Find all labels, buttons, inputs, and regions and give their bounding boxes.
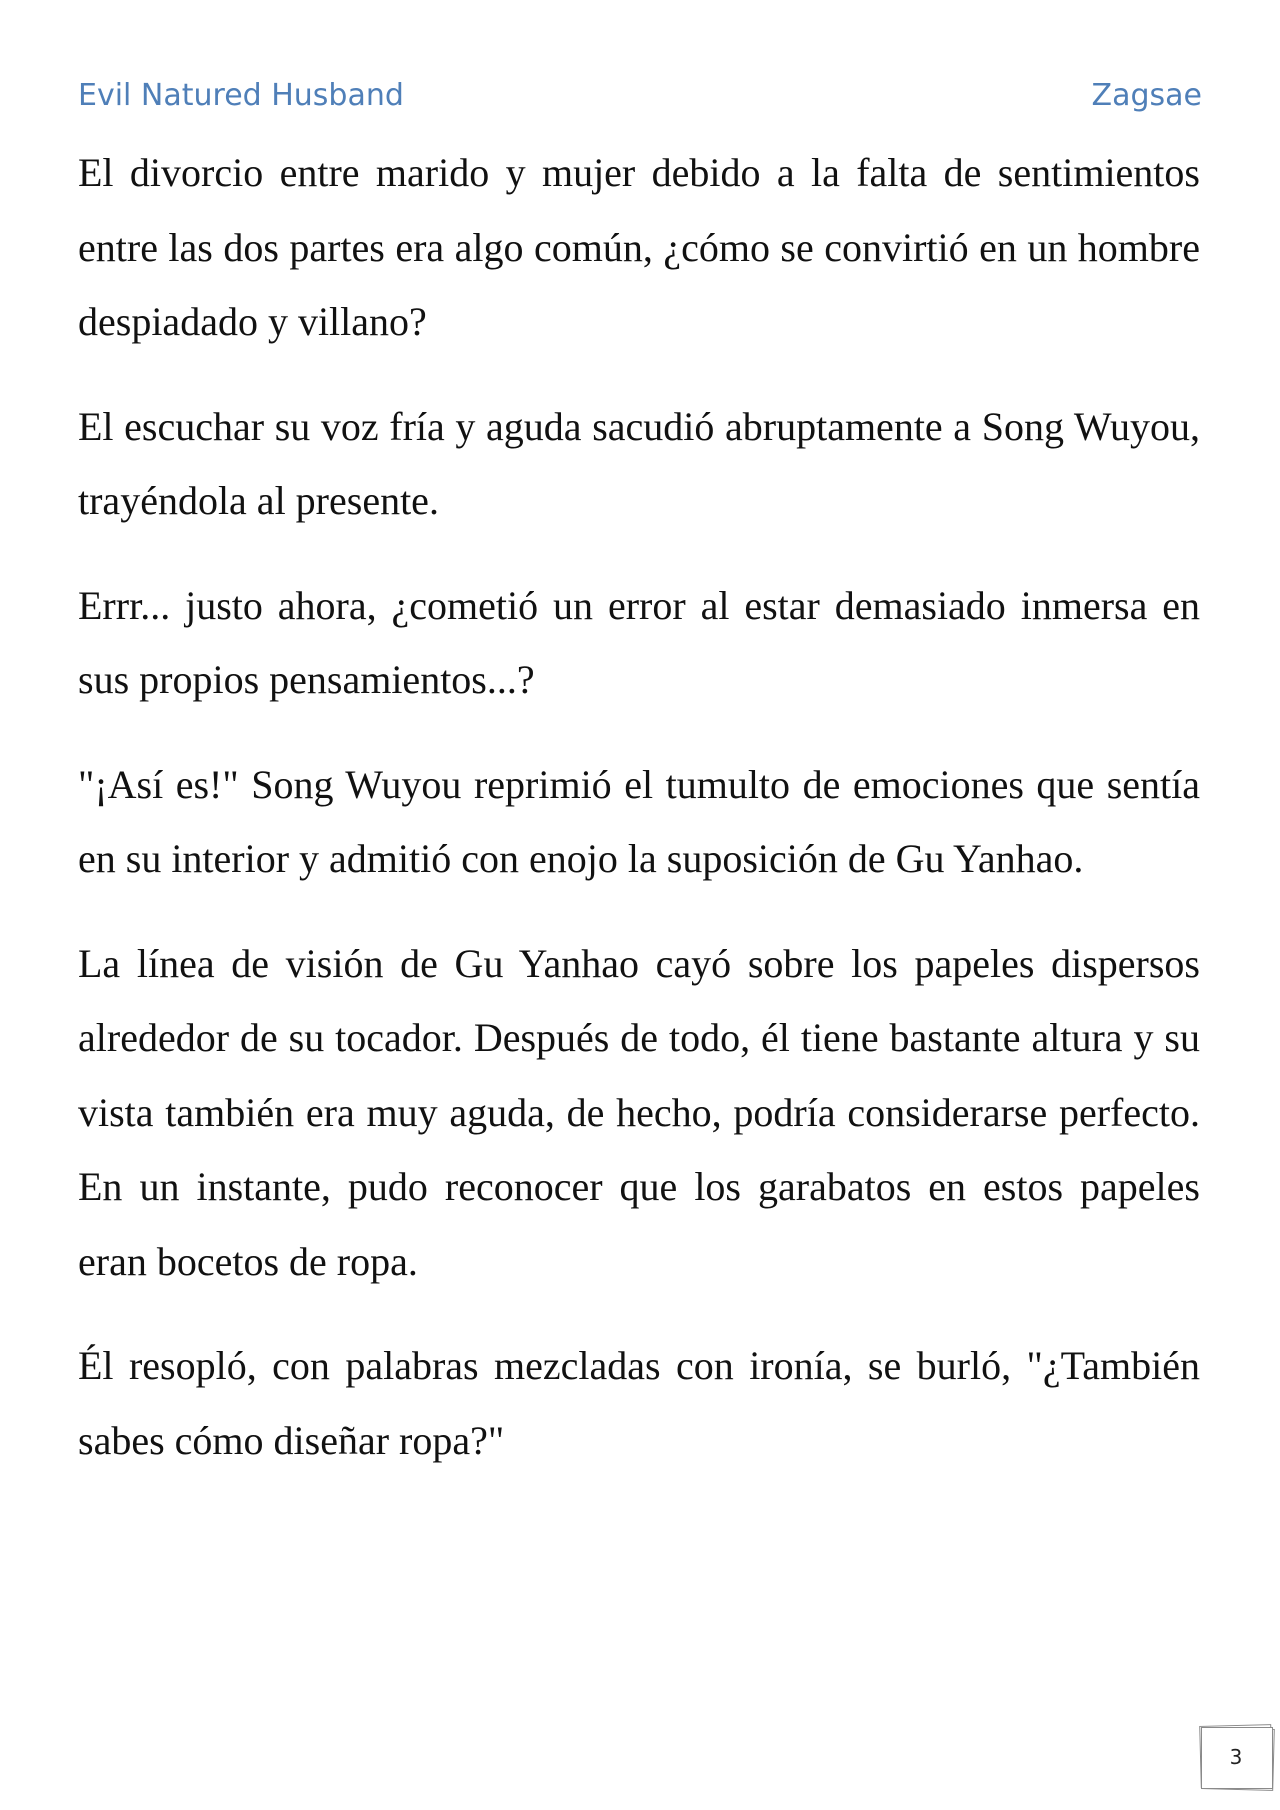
paragraph-4: "¡Así es!" Song Wuyou reprimió el tumulto de emociones que sentía en su interior y admitió con enojo la suposición de Gu Yanhao. bbox=[78, 761, 1200, 881]
page-number-box bbox=[1198, 1725, 1274, 1791]
header-book-title: Evil Natured Husband bbox=[78, 78, 404, 113]
paragraph-5: La línea de visión de Gu Yanhao cayó sobre los papeles dispersos alrededor de su tocador. Después de todo, él tiene bastante altura y su vista también era muy aguda, de hecho, podría considerarse perfecto. En un instante, pudo reconocer que los garabatos en estos papeles eran bocetos de ropa. bbox=[78, 940, 1200, 1284]
header-author: Zagsae bbox=[1091, 78, 1202, 113]
paragraph-1: El divorcio entre marido y mujer debido a la falta de sentimientos entre las dos partes era algo común, ¿cómo se convirtió en un hombre despiadado y villano? bbox=[78, 150, 1200, 344]
paragraph-3: Errr... justo ahora, ¿cometió un error al estar demasiado inmersa en sus propios pensamientos...? bbox=[78, 582, 1200, 702]
body-text bbox=[78, 136, 1200, 1508]
paragraph-6: Él resopló, con palabras mezcladas con ironía, se burló, "¿También sabes cómo diseñar ropa?" bbox=[78, 1343, 1200, 1463]
page-header bbox=[78, 78, 1202, 122]
paragraph-2: El escuchar su voz fría y aguda sacudió abruptamente a Song Wuyou, trayéndola al presente. bbox=[78, 403, 1200, 523]
page-number: 3 bbox=[1229, 1745, 1243, 1769]
